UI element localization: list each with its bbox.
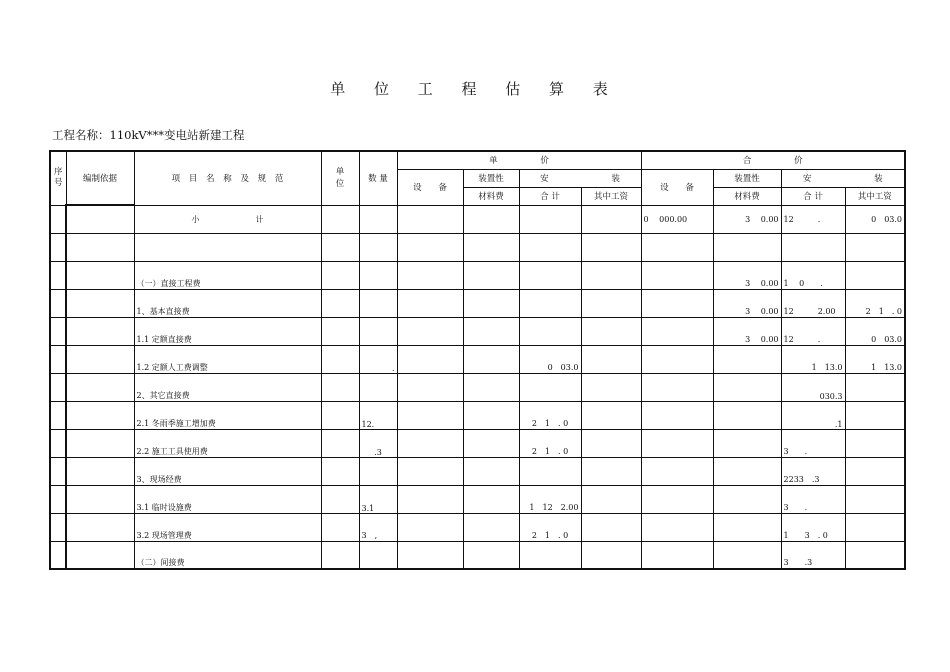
row-item (134, 233, 321, 261)
header-basis: 编制依据 (66, 151, 134, 205)
row-qty: 12. (359, 401, 397, 429)
table-row (50, 373, 905, 401)
table-row (50, 317, 905, 345)
row-total-subtotal: 12 2.00 (781, 289, 845, 317)
row-total-subtotal: 030.3 (781, 373, 845, 401)
row-total-subtotal: 1 3 . 0 (781, 513, 845, 541)
header-unit-equipment: 设 备 (397, 169, 463, 205)
table-row (50, 485, 905, 513)
row-qty: 3 , (359, 513, 397, 541)
row-total-subtotal: 12 . (781, 205, 845, 233)
row-total-labor: 1 13.0 (845, 345, 905, 373)
row-unit-subtotal: 2 1 . 0 (519, 513, 581, 541)
header-unit-labor: 其中工资 (581, 187, 641, 205)
row-total-material: 3 0.00 (713, 205, 781, 233)
row-item: 2.1 冬雨季施工增加费 (134, 401, 321, 429)
row-total-subtotal: 3 .3 (781, 541, 845, 569)
row-item: 3.2 现场管理费 (134, 513, 321, 541)
row-unit-subtotal: 1 12 2.00 (519, 485, 581, 513)
row-item: （一）直接工程费 (134, 261, 321, 289)
table-row (50, 205, 905, 233)
header-seq: 序号 (50, 151, 66, 205)
row-total-equipment: 0 000.00 (641, 205, 713, 233)
row-total-labor: 0 03.0 (845, 205, 905, 233)
row-item: （二）间接费 (134, 541, 321, 569)
header-total-install: 安 装 (781, 169, 905, 187)
row-total-subtotal: 3 . (781, 429, 845, 457)
estimate-table (49, 150, 906, 570)
row-total-subtotal: 1 0 . (781, 261, 845, 289)
header-unit: 单位 (321, 151, 359, 205)
page-title: 单 位 工 程 估 算 表 (330, 80, 620, 98)
row-unit-subtotal (519, 205, 581, 233)
header-total-subtotal: 合 计 (781, 187, 845, 205)
header-quantity: 数 量 (359, 151, 397, 205)
table-row (50, 289, 905, 317)
row-item: 1.2 定额人工费调整 (134, 345, 321, 373)
row-total-labor: 2 1 . 0 (845, 289, 905, 317)
table-row (50, 233, 905, 261)
header-total-equipment: 设 备 (641, 169, 713, 205)
row-total-subtotal: 2233 .3 (781, 457, 845, 485)
row-qty: 3.1 (359, 485, 397, 513)
row-item: 1.1 定额直接费 (134, 317, 321, 345)
table-row (50, 345, 905, 373)
row-qty (359, 205, 397, 233)
row-total-material: 3 0.00 (713, 261, 781, 289)
row-unit-subtotal: 2 1 . 0 (519, 401, 581, 429)
row-total-subtotal: 12 . (781, 317, 845, 345)
table-row (50, 541, 905, 569)
header-unit-price: 单 价 (397, 151, 641, 169)
row-item: 2.2 施工工具使用费 (134, 429, 321, 457)
row-item: 3、现场经费 (134, 457, 321, 485)
header-unit-install: 安 装 (519, 169, 641, 187)
row-qty: . (359, 345, 397, 373)
header-unit-material-top: 装置性 (463, 169, 519, 187)
header-unit-material-bottom: 材料费 (463, 187, 519, 205)
header-total-material-bottom: 材料费 (713, 187, 781, 205)
table-row (50, 513, 905, 541)
header-item: 项 目 名 称 及 规 范 (134, 151, 321, 205)
row-total-labor: 0 03.0 (845, 317, 905, 345)
project-name: 工程名称：110kV***变电站新建工程 (52, 128, 245, 142)
header-unit-subtotal: 合 计 (519, 187, 581, 205)
row-unit-subtotal: 2 1 . 0 (519, 429, 581, 457)
row-unit-subtotal: 0 03.0 (519, 345, 581, 373)
row-item: 1、基本直接费 (134, 289, 321, 317)
table-row (50, 401, 905, 429)
row-total-material: 3 0.00 (713, 317, 781, 345)
row-total-subtotal: .1 (781, 401, 845, 429)
row-item: 3.1 临时设施费 (134, 485, 321, 513)
header-total-price: 合 价 (641, 151, 905, 169)
row-item: 小 计 (134, 205, 321, 233)
header-total-labor: 其中工资 (845, 187, 905, 205)
header-total-material-top: 装置性 (713, 169, 781, 187)
table-row (50, 457, 905, 485)
row-total-subtotal: 3 . (781, 485, 845, 513)
table-row (50, 261, 905, 289)
row-qty: .3 (359, 429, 397, 457)
row-total-material: 3 0.00 (713, 289, 781, 317)
table-row (50, 429, 905, 457)
row-item: 2、其它直接费 (134, 373, 321, 401)
row-total-subtotal: 1 13.0 (781, 345, 845, 373)
